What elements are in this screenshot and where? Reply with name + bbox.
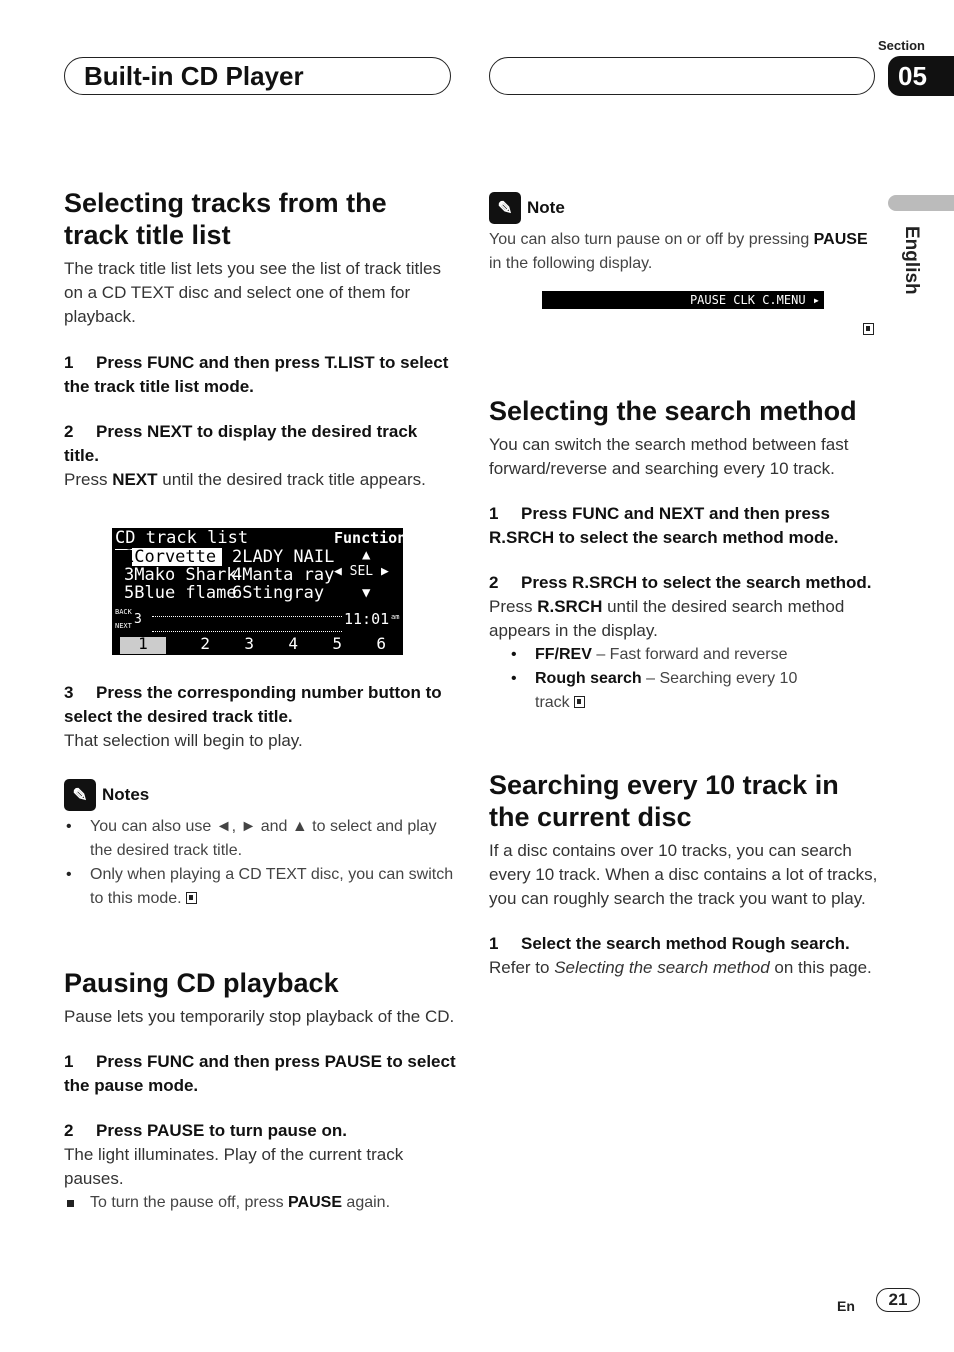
note-title: Note [527,198,565,217]
pause-tip: To turn the pause off, press PAUSE again. [64,1191,456,1215]
lcd-back: BACK [115,608,132,616]
lcd-num-4: 4 [288,634,298,653]
step-2: 2 Press NEXT to display the desired track title. [64,422,418,465]
left-column-lower [64,681,456,1215]
notes-title: Notes [102,785,150,804]
lcd-num-5: 5 [332,634,342,653]
note-header [489,192,877,224]
language-tab: English [901,226,922,295]
every10-step-1-body: Refer to Selecting the search method on this page. [489,958,872,977]
step-1: 1 Press FUNC and then press T.LIST to select the track title list mode. [64,353,449,396]
lcd-track-2: 2LADY NAIL [232,547,335,567]
lcd-number-row [120,634,400,653]
lcd-time: 11:01 [344,610,390,628]
footer-lang: En [837,1298,855,1314]
every10-step-1: 1 Select the search method Rough search. [489,934,850,953]
end-mark-icon [574,696,585,708]
intro-search-method: You can switch the search method between fast forward/reverse and searching every 10 track. [489,435,849,478]
disc-graphic [152,616,342,632]
left-column [64,187,454,492]
heading-pausing: Pausing CD playback [64,968,339,998]
page-number: 21 [876,1288,920,1312]
note-item-1: • You can also use ◄, ► and ▲ to select and play the desired track title. [64,815,456,863]
right-column [489,395,881,980]
heading-search-every-10: Searching every 10 track in the current disc [489,770,839,832]
lcd-am: am [391,613,400,621]
search-step-1: 1 Press FUNC and NEXT and then press R.SRCH to select the search method mode. [489,504,839,547]
note-item-2: • Only when playing a CD TEXT disc, you can switch to this mode. [64,863,456,911]
section-label: Section [878,38,925,53]
step-2-body: Press NEXT until the desired track title appears. [64,470,426,489]
lcd-track-4: 4Manta ray [232,565,335,585]
option-ff-rev: • FF/REV – Fast forward and reverse [489,643,881,667]
lcd-track-1: 1Corvette [124,547,217,567]
right-column-note [489,192,877,276]
lcd-track-5: 5Blue flame [124,583,237,603]
header-empty-pill [489,57,875,95]
end-mark-icon [186,892,197,904]
lcd-num-6: 6 [376,634,386,653]
intro-search-every-10: If a disc contains over 10 tracks, you can search every 10 track. When a disc contains a lot of tracks, you can roughly search the track you want to play. [489,841,878,908]
pen-icon: ✎ [64,779,96,811]
sel-label: ◀ SEL ▶ [334,564,389,579]
lcd-track-6: 6Stingray [232,583,325,603]
pen-icon: ✎ [489,192,521,224]
lcd-track-list-display [112,528,407,655]
square-bullet-icon [67,1200,74,1207]
chevron-down-icon: ▼ [362,585,371,601]
search-step-2: 2 Press R.SRCH to select the search method. [489,573,872,592]
notes-list [64,815,456,911]
lcd-next: NEXT [115,622,132,630]
option-rough-search: • Rough search – Searching every 10 track [489,667,825,715]
chevron-up-icon: ▲ [362,547,371,563]
lcd-track-3: 3Mako Shark [124,565,237,585]
pause-step-2: 2 Press PAUSE to turn pause on. [64,1121,347,1140]
lcd-title: CD track list [115,528,249,548]
lcd-function: Function [334,529,407,547]
section-number: 05 [888,56,954,96]
lcd-num-2: 2 [200,634,210,653]
lcd-num-3: 3 [244,634,254,653]
note-body: You can also turn pause on or off by pressing PAUSE in the following display. [489,231,868,272]
language-tab-bar [888,195,954,211]
step-3: 3 Press the corresponding number button to select the desired track title. [64,683,442,726]
pause-step-2-body: The light illuminates. Play of the current track pauses. [64,1145,404,1188]
search-options-list [489,643,881,715]
pause-step-1: 1 Press FUNC and then press PAUSE to select the pause mode. [64,1052,456,1095]
function-strip-display: PAUSE CLK C.MENU ▸ [542,291,824,309]
end-mark-icon [863,323,874,335]
lcd-track-number: 3 [134,612,142,627]
intro-pausing: Pause lets you temporarily stop playback of the CD. [64,1007,455,1026]
intro-select-tracks: The track title list lets you see the list of track titles on a CD TEXT disc and select one of them for playback. [64,259,441,326]
notes-header [64,779,456,811]
step-3-body: That selection will begin to play. [64,731,303,750]
chapter-title: Built-in CD Player [84,61,304,91]
lcd-num-1: 1 [138,634,148,653]
heading-search-method: Selecting the search method [489,396,857,426]
heading-select-tracks: Selecting tracks from the track title list [64,188,387,250]
search-step-2-body: Press R.SRCH until the desired search method appears in the display. [489,597,845,640]
